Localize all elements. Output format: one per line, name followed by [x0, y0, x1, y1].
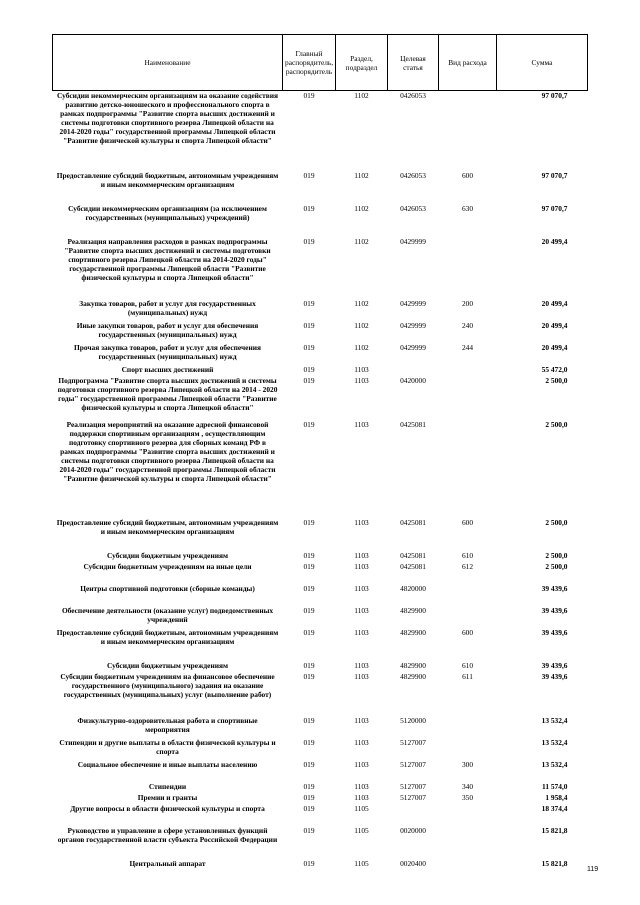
table-row: [53, 551, 588, 562]
row-main-manager-cell: 019: [303, 517, 315, 527]
row-expense-type-cell: [439, 826, 497, 859]
row-name-cell: Центральный аппарат: [129, 858, 206, 868]
row-name-cell: Субсидии бюджетным учреждениям: [106, 660, 228, 670]
row-expense-type-cell: 600: [461, 627, 474, 637]
row-target-article-cell: 0426053: [400, 170, 426, 180]
row-section-cell: 1103: [354, 517, 369, 527]
table-row: [53, 628, 588, 661]
row-name-cell: Субсидии некоммерческим организациям на оказание содействия развитию детско-юношеского и профессионального спорта в рамках подпрограммы "Развитие спорта высших достижений и системы подготовки спортивного резерва Липецкой области на 2014-2020 годы" государственной программы Липецкой области "Развитие физической культуры и спорта Липецкой области": [56, 91, 279, 145]
row-main-manager-cell: 019: [303, 91, 315, 100]
row-section-cell: 1103: [354, 715, 369, 725]
row-expense-type-cell: [439, 738, 497, 760]
row-amount-cell: 2 500,0: [545, 517, 568, 527]
row-section-cell: 1103: [354, 364, 369, 374]
row-amount-cell: 39 439,6: [541, 627, 568, 637]
row-section-cell: 1102: [354, 91, 369, 100]
row-target-article-cell: 5127007: [400, 792, 426, 802]
row-target-article-cell: 0020000: [400, 825, 426, 835]
row-main-manager-cell: 019: [303, 759, 315, 769]
row-expense-type-cell: [439, 804, 497, 826]
row-name-cell: Предоставление субсидий бюджетным, автономным учреждениям и иным некоммерческим организациям: [56, 627, 279, 646]
row-section-cell: 1103: [354, 627, 369, 637]
row-amount-cell: 20 499,4: [541, 342, 568, 352]
row-name-cell: Реализация мероприятий на оказание адресной финансовой поддержки спортивным организациям , осуществляющим подготовку спортивного резерва для сборных команд РФ в рамках подпрограммы "Развитие спорта высших достижений и системы подготовки спортивного резерва Липецкой области на 2014-2020 годы" государственной программы Липецкой области "Развитие физической культуры и спорта Липецкой области": [59, 419, 276, 483]
row-section-cell: 1103: [354, 375, 369, 385]
row-target-article-cell: 4829900: [400, 605, 426, 615]
row-target-article-cell: 0425081: [400, 419, 426, 429]
row-expense-type-cell: [439, 365, 497, 376]
row-target-article-cell: 4829900: [400, 627, 426, 637]
row-target-article-cell: 4829900: [400, 660, 426, 670]
row-main-manager-cell: 019: [303, 737, 315, 747]
row-main-manager-cell: 019: [303, 627, 315, 637]
row-expense-type-cell: [439, 237, 497, 299]
row-section-cell: 1102: [354, 203, 369, 213]
row-expense-type-cell: [439, 859, 497, 881]
row-name-cell: Реализация направления расходов в рамках подпрограммы "Развитие спорта высших достижений и системы подготовки спортивного резерва Липецкой области на 2014-2020 годы" государственной программы Липецкой области "Развитие физической культуры и спорта Липецкой области": [64, 236, 271, 282]
row-expense-type-cell: 600: [461, 517, 474, 527]
row-amount-cell: 39 439,6: [541, 583, 568, 593]
row-amount-cell: 20 499,4: [541, 298, 568, 308]
row-expense-type-cell: 340: [461, 781, 474, 791]
row-main-manager-cell: 019: [303, 792, 315, 802]
row-name-cell: Предоставление субсидий бюджетным, автономным учреждениям и иным некоммерческим организациям: [56, 517, 279, 536]
row-section-cell: 1102: [354, 170, 369, 180]
table-row: [53, 782, 588, 793]
table-row: [53, 661, 588, 672]
row-name-cell: Другие вопросы в области физической культуры и спорта: [70, 803, 265, 813]
row-main-manager-cell: 019: [303, 170, 315, 180]
row-expense-type-cell: 611: [462, 671, 473, 681]
row-name-cell: Субсидии бюджетным учреждениям на финансовое обеспечение государственного (муниципального) задания на оказание государственных (муниципальных) услуг (выполнение работ): [60, 671, 275, 699]
row-expense-type-cell: 600: [461, 170, 474, 180]
header-name: Наименование: [53, 35, 283, 91]
row-expense-type-cell: [439, 716, 497, 738]
row-section-cell: 1103: [354, 419, 369, 429]
row-section-cell: 1103: [354, 781, 369, 791]
row-expense-type-cell: 240: [461, 320, 474, 330]
row-name-cell: Физкультурно-оздоровительная работа и спортивные мероприятия: [77, 715, 258, 734]
table-row: [53, 299, 588, 321]
row-amount-cell: 20 499,4: [541, 236, 568, 246]
row-expense-type-cell: 610: [461, 550, 474, 560]
row-amount-cell: 11 574,0: [542, 781, 568, 791]
row-name-cell: Предоставление субсидий бюджетным, автономным учреждениям и иным некоммерческим организациям: [56, 170, 279, 189]
row-main-manager-cell: 019: [303, 781, 315, 791]
row-main-manager-cell: 019: [303, 320, 315, 330]
table-row: [53, 760, 588, 782]
header-section: Раздел, подраздел: [336, 35, 388, 91]
header-target-article: Целевая статья: [388, 35, 439, 91]
row-target-article-cell: [388, 804, 439, 826]
table-body: [53, 91, 588, 881]
row-main-manager-cell: 019: [303, 298, 315, 308]
row-main-manager-cell: 019: [303, 342, 315, 352]
row-expense-type-cell: [439, 584, 497, 606]
row-target-article-cell: 0420000: [400, 375, 426, 385]
row-name-cell: Обеспечение деятельности (оказание услуг) подведомственных учреждений: [61, 605, 274, 624]
table-row: [53, 826, 588, 859]
row-amount-cell: 2 500,0: [545, 419, 568, 429]
table-row: [53, 562, 588, 584]
row-section-cell: 1103: [354, 660, 369, 670]
row-section-cell: 1103: [354, 792, 369, 802]
row-name-cell: Социальное обеспечение и иные выплаты населению: [77, 759, 258, 769]
table-row: [53, 672, 588, 716]
table-row: [53, 204, 588, 237]
row-main-manager-cell: 019: [303, 605, 315, 615]
row-target-article-cell: 0429999: [400, 320, 426, 330]
row-target-article-cell: 0426053: [400, 203, 426, 213]
row-name-cell: Премии и гранты: [137, 792, 198, 802]
table-row: [53, 420, 588, 518]
row-main-manager-cell: 019: [303, 660, 315, 670]
row-main-manager-cell: 019: [303, 236, 315, 246]
row-name-cell: Закупка товаров, работ и услуг для государственных (муниципальных) нужд: [79, 298, 256, 317]
row-expense-type-cell: 612: [461, 561, 474, 571]
row-target-article-cell: 0429999: [400, 236, 426, 246]
row-name-cell: Субсидии бюджетным учреждениям на иные цели: [83, 561, 252, 571]
row-name-cell: Стипендии и другие выплаты в области физической культуры и спорта: [59, 737, 276, 756]
row-main-manager-cell: 019: [303, 364, 315, 374]
row-name-cell: Стипендии: [148, 781, 187, 791]
header-expense-type: Вид расхода: [439, 35, 497, 91]
row-expense-type-cell: [439, 376, 497, 420]
table-row: [53, 738, 588, 760]
row-main-manager-cell: 019: [303, 419, 315, 429]
row-amount-cell: 15 821,8: [541, 825, 568, 835]
header-main-manager: Главный распорядитель, распорядитель: [283, 35, 336, 91]
table-row: [53, 606, 588, 628]
row-amount-cell: 13 532,4: [541, 715, 568, 725]
row-amount-cell: 13 532,4: [541, 759, 568, 769]
table-row: [53, 376, 588, 420]
row-name-cell: Центры спортивной подготовки (сборные команды): [80, 583, 255, 593]
row-amount-cell: 55 472,0: [541, 364, 568, 374]
row-section-cell: 1103: [354, 671, 369, 681]
row-main-manager-cell: 019: [303, 203, 315, 213]
table-row: [53, 321, 588, 343]
row-amount-cell: 39 439,6: [541, 671, 568, 681]
table-row: [53, 793, 588, 804]
table-row: [53, 171, 588, 204]
budget-table: [52, 34, 588, 881]
row-expense-type-cell: [439, 606, 497, 628]
table-row: [53, 584, 588, 606]
row-main-manager-cell: 019: [303, 715, 315, 725]
row-expense-type-cell: 300: [461, 759, 474, 769]
table-row: [53, 518, 588, 551]
row-amount-cell: 15 821,8: [541, 858, 568, 868]
row-amount-cell: 97 070,7: [541, 91, 568, 100]
row-section-cell: 1102: [354, 298, 369, 308]
row-name-cell: Подпрограмма "Развитие спорта высших достижений и системы подготовки спортивного резерва Липецкой области на 2014 - 2020 годы" государственной программы Липецкой области "Развитие физической культуры и спорта Липецкой области": [57, 375, 278, 412]
row-amount-cell: 2 500,0: [545, 561, 568, 571]
row-amount-cell: 2 500,0: [545, 375, 568, 385]
row-section-cell: 1103: [354, 550, 369, 560]
row-section-cell: 1105: [354, 803, 369, 813]
row-name-cell: Субсидии бюджетным учреждениям: [106, 550, 228, 560]
row-main-manager-cell: 019: [303, 858, 315, 868]
table-row: [53, 716, 588, 738]
row-target-article-cell: 0429999: [400, 342, 426, 352]
row-main-manager-cell: 019: [303, 803, 315, 813]
row-name-cell: Субсидии некоммерческим организациям (за исключением государственных (муниципальных) учреждений): [68, 203, 267, 222]
row-target-article-cell: 0425081: [400, 550, 426, 560]
row-section-cell: 1103: [354, 605, 369, 615]
row-main-manager-cell: 019: [303, 550, 315, 560]
row-target-article-cell: 4820000: [400, 583, 426, 593]
row-name-cell: Спорт высших достижений: [121, 364, 214, 374]
page-number: 119: [587, 866, 599, 873]
row-name-cell: Прочая закупка товаров, работ и услуг для обеспечения государственных (муниципальных) нужд: [74, 342, 261, 361]
row-amount-cell: 18 374,4: [541, 803, 568, 813]
row-section-cell: 1102: [354, 320, 369, 330]
row-amount-cell: 1 958,4: [545, 792, 568, 802]
row-target-article-cell: 5127007: [400, 759, 426, 769]
header-amount: Сумма: [497, 35, 588, 91]
table-row: [53, 859, 588, 881]
row-target-article-cell: 0020400: [400, 858, 426, 868]
row-amount-cell: 13 532,4: [541, 737, 568, 747]
row-target-article-cell: 0425081: [400, 561, 426, 571]
row-main-manager-cell: 019: [303, 825, 315, 835]
row-name-cell: Руководство и управление в сфере установленных функций органов государственной власти субъекта Российской Федерации: [57, 825, 278, 844]
table-row: [53, 365, 588, 376]
row-expense-type-cell: 610: [461, 660, 474, 670]
table-row: [53, 804, 588, 826]
row-expense-type-cell: 350: [461, 792, 474, 802]
row-section-cell: 1103: [354, 583, 369, 593]
row-section-cell: 1105: [354, 858, 369, 868]
table-row: [53, 91, 588, 171]
row-section-cell: 1103: [354, 737, 369, 747]
row-amount-cell: 39 439,6: [541, 660, 568, 670]
row-target-article-cell: [388, 365, 439, 376]
row-amount-cell: 20 499,4: [541, 320, 568, 330]
row-expense-type-cell: [439, 91, 497, 171]
table-header-row: [53, 35, 588, 91]
row-target-article-cell: 0425081: [400, 517, 426, 527]
row-expense-type-cell: [439, 420, 497, 518]
row-main-manager-cell: 019: [303, 375, 315, 385]
row-main-manager-cell: 019: [303, 583, 315, 593]
row-section-cell: 1105: [354, 825, 369, 835]
row-section-cell: 1102: [354, 342, 369, 352]
row-section-cell: 1103: [354, 759, 369, 769]
row-amount-cell: 97 070,7: [541, 170, 568, 180]
row-target-article-cell: 4829900: [400, 671, 426, 681]
row-target-article-cell: 5120000: [400, 715, 426, 725]
row-expense-type-cell: 200: [461, 298, 474, 308]
row-name-cell: Иные закупки товаров, работ и услуг для обеспечения государственных (муниципальных) нужд: [76, 320, 259, 339]
row-section-cell: 1102: [354, 236, 369, 246]
row-expense-type-cell: 630: [461, 203, 474, 213]
row-section-cell: 1103: [354, 561, 369, 571]
table-row: [53, 237, 588, 299]
row-expense-type-cell: 244: [461, 342, 474, 352]
row-target-article-cell: 5127007: [400, 737, 426, 747]
row-amount-cell: 39 439,6: [541, 605, 568, 615]
row-target-article-cell: 0429999: [400, 298, 426, 308]
row-amount-cell: 97 070,7: [541, 203, 568, 213]
row-target-article-cell: 5127007: [400, 781, 426, 791]
row-main-manager-cell: 019: [303, 561, 315, 571]
row-amount-cell: 2 500,0: [545, 550, 568, 560]
table-row: [53, 343, 588, 365]
row-target-article-cell: 0426053: [400, 91, 426, 100]
row-main-manager-cell: 019: [303, 671, 315, 681]
